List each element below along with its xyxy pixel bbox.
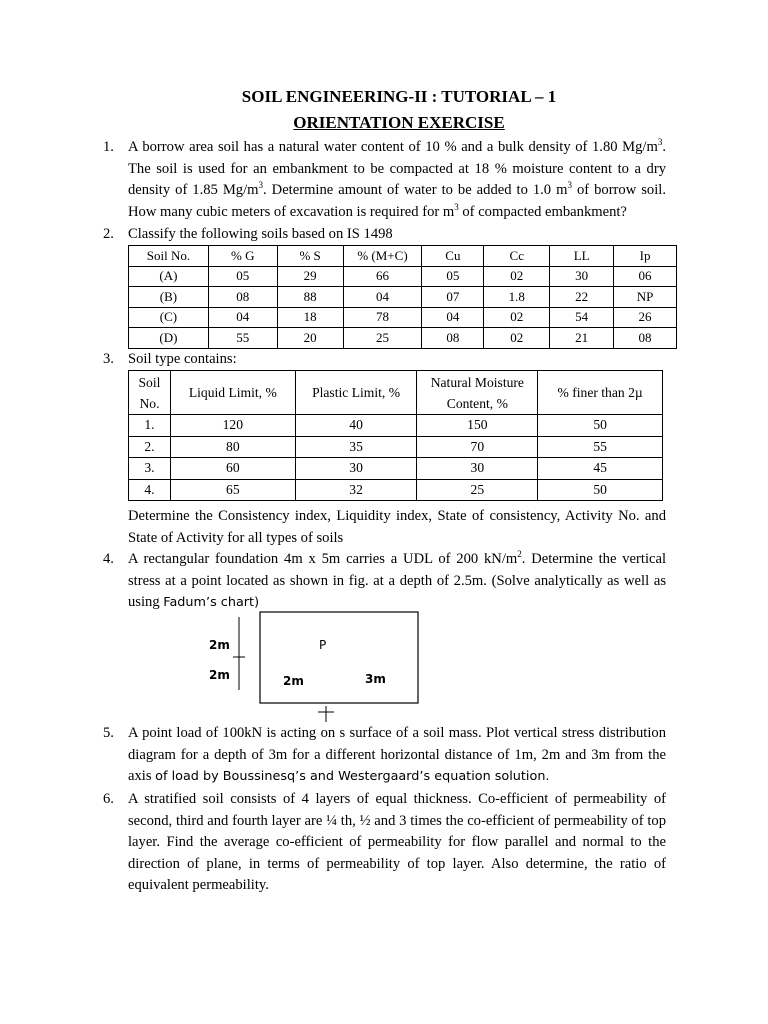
- table-cell: 65: [170, 479, 295, 501]
- table-header-cell: % S: [277, 246, 343, 267]
- table-cell: 30: [417, 458, 538, 480]
- table-header-cell: LL: [550, 246, 614, 267]
- table-cell: 50: [538, 479, 663, 501]
- table-cell: 02: [484, 307, 550, 328]
- table-cell: 70: [417, 436, 538, 458]
- table-cell: 120: [170, 415, 295, 437]
- question-5: [103, 723, 666, 788]
- dimension-label: 2m: [209, 668, 230, 682]
- table-cell: 60: [170, 458, 295, 480]
- table-cell: 1.: [129, 415, 171, 437]
- table-header-cell: Soil No.: [129, 371, 171, 415]
- question-number: 1.: [103, 139, 114, 155]
- table-cell: 80: [170, 436, 295, 458]
- dimension-label: 2m: [283, 674, 304, 688]
- table-cell: 3.: [129, 458, 171, 480]
- question-text: A stratified soil consists of 4 layers of equal thickness. Co-efficient of permeability of second, third and fourth layer are ¼ th, ½ and 3 times the co-efficient of permeability of top layer. Find the average co-efficient of permeability for flow parallel and normal to the direction of plane, in terms of permeability of top layer. Also determine, the ratio of equivalent permeability.: [128, 791, 666, 894]
- table-cell: 54: [550, 307, 614, 328]
- table-cell: 06: [614, 266, 677, 287]
- dimension-label: 3m: [365, 672, 386, 686]
- table-cell: 04: [343, 287, 422, 308]
- question-number: 4.: [103, 551, 114, 567]
- table-header-cell: Ip: [614, 246, 677, 267]
- question-number: 2.: [103, 226, 114, 242]
- table-cell: (A): [129, 266, 209, 287]
- table-cell: 08: [422, 328, 484, 349]
- table-cell: 04: [422, 307, 484, 328]
- table-header-cell: Plastic Limit, %: [295, 371, 417, 415]
- table-cell: 02: [484, 266, 550, 287]
- table-cell: 21: [550, 328, 614, 349]
- table-header-cell: Natural Moisture Content, %: [417, 371, 538, 415]
- question-6: [103, 789, 666, 897]
- table-cell: 25: [343, 328, 422, 349]
- table-cell: 30: [295, 458, 417, 480]
- table-cell: 29: [277, 266, 343, 287]
- question-number: 3.: [103, 351, 114, 367]
- foundation-rectangle: [260, 612, 418, 703]
- table-header-cell: Cu: [422, 246, 484, 267]
- table-cell: 18: [277, 307, 343, 328]
- table-cell: 25: [417, 479, 538, 501]
- table-header-cell: Cc: [484, 246, 550, 267]
- table-cell: (B): [129, 287, 209, 308]
- table-cell: 02: [484, 328, 550, 349]
- table-cell: 1.8: [484, 287, 550, 308]
- table-header-cell: Soil No.: [129, 246, 209, 267]
- dimension-label: 2m: [209, 638, 230, 652]
- table-cell: NP: [614, 287, 677, 308]
- table-cell: 2.: [129, 436, 171, 458]
- question-text: Soil type contains:: [128, 351, 237, 367]
- page-title: SOIL ENGINEERING-II : TUTORIAL – 1: [241, 87, 557, 106]
- table-cell: 88: [277, 287, 343, 308]
- table-cell: 08: [614, 328, 677, 349]
- table-cell: 4.: [129, 479, 171, 501]
- table-cell: 08: [208, 287, 277, 308]
- table-cell: 50: [538, 415, 663, 437]
- table-cell: 45: [538, 458, 663, 480]
- table-cell: 66: [343, 266, 422, 287]
- table-cell: 26: [614, 307, 677, 328]
- question-text: A borrow area soil has a natural water content of 10 % and a bulk density of 1.80 $Mg/m^3$. The soil is used for an embankment to be compacted at 18 % moisture content to a dry density of 1.85 $Mg/m^3$. Determine amount of water to be added to 1.0 $m^3$ of borrow soil. How many cubic meters of excavation is required for $m^3$ of compacted embankment?: [128, 137, 666, 220]
- table-cell: 35: [295, 436, 417, 458]
- page-subtitle: ORIENTATION EXERCISE: [293, 113, 505, 132]
- question-number: 6.: [103, 791, 114, 807]
- table-cell: 07: [422, 287, 484, 308]
- table-cell: 04: [208, 307, 277, 328]
- question-text: Classify the following soils based on IS 1498: [128, 226, 393, 242]
- table-cell: 55: [208, 328, 277, 349]
- question-text: A rectangular foundation 4m x 5m carries a UDL of 200 $kN/m^2$. Determine the vertical stress at a point located as shown in fig. at a depth of 2.5m. (Solve analytically as well as using Fadum’s chart): [128, 549, 667, 611]
- table-cell: 32: [295, 479, 417, 501]
- table-cell: (D): [129, 328, 209, 349]
- table-header-cell: % G: [208, 246, 277, 267]
- table-cell: 150: [417, 415, 538, 437]
- table-cell: 05: [422, 266, 484, 287]
- table-cell: 22: [550, 287, 614, 308]
- table-cell: (C): [129, 307, 209, 328]
- table-cell: 40: [295, 415, 417, 437]
- table-cell: 30: [550, 266, 614, 287]
- table-header-cell: % finer than 2µ: [538, 371, 663, 415]
- question-number: 5.: [103, 725, 114, 741]
- question-text: A point load of 100kN is acting on s surface of a soil mass. Plot vertical stress distribution diagram for a depth of 3m for a different horizontal distance of 1m, 2m and 3m from the axis of load by Boussinesq’s and Westergaard’s equation solution.: [128, 725, 666, 785]
- table-cell: 55: [538, 436, 663, 458]
- table-header-cell: % (M+C): [343, 246, 422, 267]
- table-cell: 78: [343, 307, 422, 328]
- point-label: P: [319, 638, 327, 652]
- table-cell: 05: [208, 266, 277, 287]
- table-cell: 20: [277, 328, 343, 349]
- table-header-cell: Liquid Limit, %: [170, 371, 295, 415]
- question-text: Determine the Consistency index, Liquidity index, State of consistency, Activity No. and State of Activity for all types of soils: [128, 508, 666, 546]
